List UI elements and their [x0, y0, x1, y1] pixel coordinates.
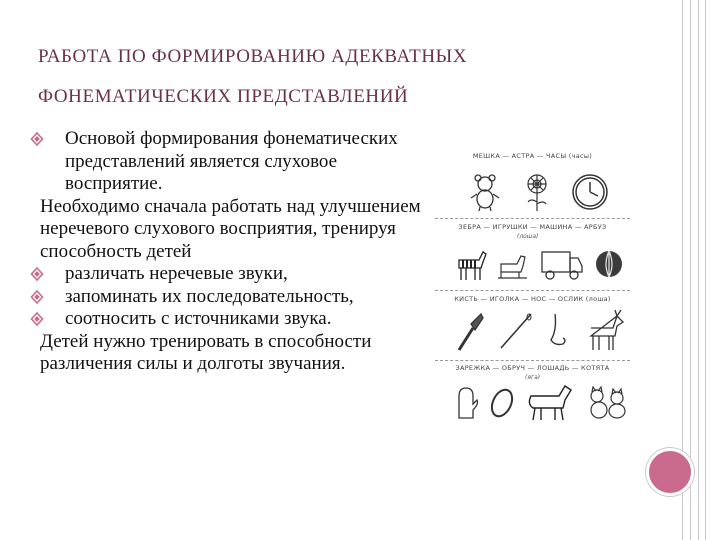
row-caption: КИСТЬ — ИГОЛКА — НОС — ОСЛИК (лоша)	[454, 295, 611, 303]
bullet-text: запоминать их последовательность,	[65, 285, 354, 307]
horse-icon	[525, 382, 575, 422]
decorative-circle	[646, 448, 694, 496]
title-line-2: ФОНЕМАТИЧЕСКИХ ПРЕДСТАВЛЕНИЙ	[38, 86, 409, 107]
bullet-item	[44, 128, 424, 196]
divider	[435, 360, 630, 361]
nose-icon	[543, 310, 573, 352]
toy-horse-icon	[497, 248, 533, 280]
row-caption: ЗАРЕЖКА — ОБРУЧ — ЛОШАДЬ — КОТЯТА	[455, 364, 610, 372]
teddy-bear-icon	[465, 172, 505, 212]
divider	[435, 218, 630, 219]
row-caption: ЗЕБРА — ИГРУШКИ — МАШИНА — АРБУЗ	[458, 223, 607, 231]
bullet-icon	[30, 290, 44, 304]
row-caption: МЕШКА — АСТРА — ЧАСЫ (часы)	[472, 152, 593, 160]
frame-line	[705, 0, 706, 540]
zebra-icon	[455, 246, 487, 282]
bullet-item	[44, 308, 424, 331]
bullet-text: соотносить с источниками звука.	[65, 308, 332, 329]
kittens-icon	[585, 384, 629, 420]
clock-icon	[570, 170, 610, 212]
title-line-1: РАБОТА ПО ФОРМИРОВАНИЮ АДЕКВАТНЫХ	[38, 46, 468, 67]
bullet-item	[44, 263, 424, 286]
bullet-item	[44, 286, 424, 309]
frame-line	[698, 0, 699, 540]
picture-panel	[425, 150, 640, 420]
donkey-icon	[583, 308, 625, 352]
needle-icon	[497, 310, 535, 352]
hoop-icon	[487, 386, 517, 420]
bullet-text: различать неречевые звуки,	[65, 263, 288, 284]
row-sub-caption: (лоша)	[517, 233, 539, 240]
row-sub-caption: (яга)	[525, 374, 541, 381]
truck-icon	[540, 246, 584, 282]
divider	[435, 290, 630, 291]
paragraph: Необходимо сначала работать над улучшением неречевого слухового восприятия, тренируя способность детей	[40, 195, 421, 262]
bullet-icon	[30, 312, 44, 326]
watermelon-icon	[593, 248, 625, 280]
slide-title	[38, 37, 598, 117]
bullet-icon	[30, 267, 44, 281]
brush-icon	[455, 310, 485, 352]
paragraph: Детей нужно тренировать в способности различения силы и долготы звучания.	[40, 330, 372, 374]
slide-body	[40, 128, 424, 376]
bullet-text: Основой формирования фонематических представлений является слуховое восприятие.	[65, 128, 398, 194]
flower-icon	[522, 172, 552, 212]
bullet-icon	[30, 132, 44, 146]
mitten-icon	[453, 384, 479, 420]
